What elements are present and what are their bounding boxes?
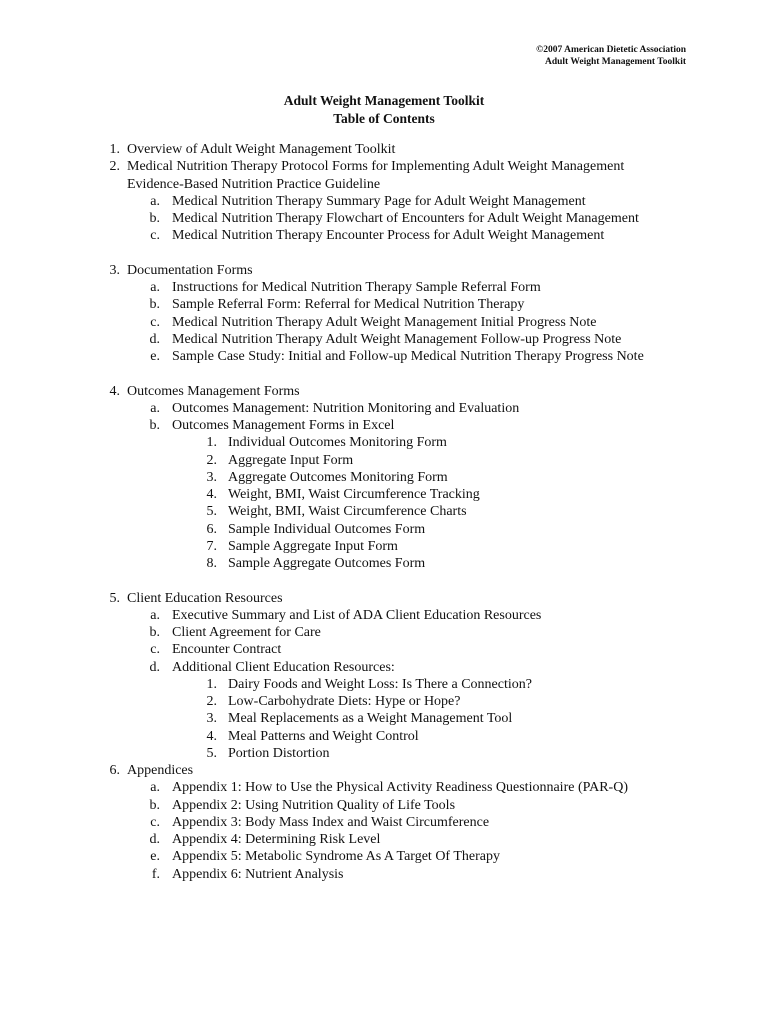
toc-entry	[0, 158, 768, 175]
toc-entry	[0, 779, 768, 796]
toc-entry-text: Medical Nutrition Therapy Adult Weight Management Follow-up Progress Note	[172, 331, 622, 347]
toc-entry	[0, 538, 768, 555]
toc-entry-marker: d.	[149, 331, 160, 347]
toc-entry-text: Meal Patterns and Weight Control	[228, 728, 419, 744]
toc-entry-text: Additional Client Education Resources:	[172, 659, 395, 675]
toc-entry	[0, 331, 768, 348]
toc-entry-marker: c.	[150, 642, 160, 658]
toc-entry-text: Appendix 3: Body Mass Index and Waist Circumference	[172, 814, 490, 830]
toc-entry-marker: 8.	[206, 556, 217, 571]
toc-entry-text: Outcomes Management Forms in Excel	[172, 418, 395, 433]
toc-entry-text: Individual Outcomes Monitoring Form	[228, 435, 447, 451]
toc-entry	[0, 866, 768, 883]
toc-entry-text: Appendix 6: Nutrient Analysis	[172, 866, 344, 882]
toc-entry	[0, 434, 768, 451]
toc-entry-marker: c.	[150, 314, 160, 330]
toc-entry-marker: b.	[149, 797, 160, 813]
toc-entry-marker: 3.	[206, 711, 217, 727]
toc-entry	[0, 296, 768, 313]
toc-entry	[0, 814, 768, 831]
toc-entry-text: Appendix 1: How to Use the Physical Activity Readiness Questionnaire (PAR-Q)	[172, 780, 628, 796]
toc-entry	[0, 486, 768, 503]
toc-entry-text: Medical Nutrition Therapy Flowchart of Encounters for Adult Weight Management	[172, 211, 639, 226]
toc-entry-marker: b.	[149, 418, 160, 433]
toc-entry-marker: a.	[150, 193, 160, 209]
toc-entry-marker: 2.	[206, 694, 217, 709]
toc-entry-marker: a.	[150, 400, 160, 416]
toc-entry-marker: a.	[150, 607, 160, 623]
toc-entry-text: Evidence-Based Nutrition Practice Guideline	[127, 176, 381, 192]
toc-entry	[0, 710, 768, 727]
toc-entry-marker: b.	[149, 297, 160, 313]
toc-entry	[0, 227, 768, 244]
toc-entry-text: Medical Nutrition Therapy Encounter Process for Adult Weight Management	[172, 228, 605, 244]
page-header	[536, 44, 686, 68]
toc-entry-marker: d.	[149, 832, 160, 847]
toc-entry	[0, 383, 768, 400]
toc-entry-text: Weight, BMI, Waist Circumference Charts	[228, 504, 467, 520]
title-block	[0, 92, 768, 128]
toc-entry-marker: a.	[150, 280, 160, 295]
toc-entry-text: Low-Carbohydrate Diets: Hype or Hope?	[228, 694, 461, 709]
toc-entry	[0, 831, 768, 848]
toc-entry	[0, 659, 768, 676]
toc-entry-text: Sample Individual Outcomes Form	[228, 521, 426, 537]
toc-entry-text: Executive Summary and List of ADA Client Education Resources	[172, 607, 542, 623]
toc-entry	[0, 452, 768, 469]
toc-entry-text: Dairy Foods and Weight Loss: Is There a Connection?	[228, 676, 532, 692]
toc-entry-text: Overview of Adult Weight Management Toolkit	[127, 142, 396, 157]
toc-entry-marker: 5.	[206, 504, 217, 520]
toc-entry	[0, 521, 768, 538]
toc-entry-text: Medical Nutrition Therapy Adult Weight Management Initial Progress Note	[172, 314, 597, 330]
toc-entry-text: Sample Referral Form: Referral for Medical Nutrition Therapy	[172, 297, 525, 313]
toc-entry-marker: 4.	[206, 728, 217, 744]
toc-entry	[0, 176, 768, 193]
toc-entry-marker: b.	[149, 211, 160, 226]
toc-entry-marker: a.	[150, 780, 160, 796]
toc-entry-text: Encounter Contract	[172, 642, 282, 658]
toc-entry	[0, 503, 768, 520]
toc-entry-marker: 6.	[206, 521, 217, 537]
toc-entry	[0, 797, 768, 814]
toc-entry-marker: 3.	[206, 469, 217, 485]
toc-entry-marker: 3.	[109, 262, 120, 278]
toc-entry	[0, 141, 768, 158]
toc-entry-text: Aggregate Input Form	[228, 452, 354, 468]
toc-entry	[0, 728, 768, 745]
toc-entry-text: Appendix 5: Metabolic Syndrome As A Target Of Therapy	[172, 849, 500, 865]
toc-entry-marker: 1.	[109, 142, 120, 157]
toc-entry-marker: f.	[151, 866, 160, 882]
toc-entry-text: Weight, BMI, Waist Circumference Tracking	[228, 487, 480, 502]
toc-entry	[0, 590, 768, 607]
toc-entry-marker: e.	[150, 349, 160, 364]
toc-entry-text: Sample Case Study: Initial and Follow-up Medical Nutrition Therapy Progress Note	[172, 349, 644, 364]
toc-entry-text: Sample Aggregate Input Form	[228, 538, 398, 554]
toc-entry-marker: 4.	[206, 487, 217, 502]
toc-entry	[0, 693, 768, 710]
toc-entry-text: Appendix 2: Using Nutrition Quality of Life Tools	[172, 797, 456, 813]
toc-entry-marker: 2.	[206, 452, 217, 468]
toc-entry-text: Medical Nutrition Therapy Summary Page for Adult Weight Management	[172, 193, 586, 209]
toc-entry-text: Sample Aggregate Outcomes Form	[228, 556, 426, 571]
toc-entry-text: Client Education Resources	[127, 590, 283, 606]
toc-entry	[0, 210, 768, 227]
toc-entry	[0, 279, 768, 296]
toc-entry-text: Instructions for Medical Nutrition Therapy Sample Referral Form	[172, 280, 541, 295]
toc-entry	[0, 555, 768, 572]
toc-entry-marker: c.	[150, 814, 160, 830]
toc-entry-text: Appendices	[127, 763, 194, 778]
toc-entry-text: Appendix 4: Determining Risk Level	[172, 832, 381, 847]
toc-entry-marker: e.	[150, 849, 160, 865]
toc-entry-text: Outcomes Management: Nutrition Monitoring and Evaluation	[172, 400, 520, 416]
toc-entry	[0, 262, 768, 279]
toc-entry	[0, 417, 768, 434]
toc-entry	[0, 676, 768, 693]
toc-entry-marker: d.	[149, 659, 160, 675]
toc-entry-marker: 4.	[109, 383, 120, 399]
toc-entry-marker: 5.	[109, 590, 120, 606]
toc-entry	[0, 400, 768, 417]
toc-entry	[0, 641, 768, 658]
toc-entry-text: Aggregate Outcomes Monitoring Form	[228, 469, 448, 485]
toc-entry-text: Documentation Forms	[127, 262, 253, 278]
toc-entry-text: Client Agreement for Care	[172, 625, 321, 640]
document-subtitle: Table of Contents	[333, 111, 435, 126]
toc-entry-text: Medical Nutrition Therapy Protocol Forms for Implementing Adult Weight Management	[127, 159, 625, 175]
toc-entry	[0, 848, 768, 865]
toolkit-name-line: Adult Weight Management Toolkit	[544, 57, 686, 67]
document-title: Adult Weight Management Toolkit	[283, 93, 485, 108]
toc-entry	[0, 762, 768, 779]
toc-entry	[0, 314, 768, 331]
toc-entry-text: Meal Replacements as a Weight Management Tool	[228, 711, 513, 727]
toc-entry-marker: 5.	[206, 745, 217, 761]
toc-entry	[0, 745, 768, 762]
toc-entry-text: Portion Distortion	[228, 745, 330, 761]
toc-entry	[0, 607, 768, 624]
toc-entry-text: Outcomes Management Forms	[127, 383, 300, 399]
toc-entry	[0, 469, 768, 486]
toc-entry	[0, 624, 768, 641]
toc-entry	[0, 348, 768, 365]
toc-entry-marker: b.	[149, 625, 160, 640]
toc-entry-marker: 7.	[206, 538, 217, 554]
toc-entry-marker: 6.	[109, 763, 120, 778]
copyright-line: ©2007 American Dietetic Association	[536, 45, 686, 55]
toc-entry-marker: 1.	[206, 676, 217, 692]
toc-entry-marker: c.	[150, 228, 160, 244]
toc-entry-marker: 2.	[109, 159, 120, 175]
toc-entry-marker: 1.	[206, 435, 217, 451]
toc-entry	[0, 193, 768, 210]
